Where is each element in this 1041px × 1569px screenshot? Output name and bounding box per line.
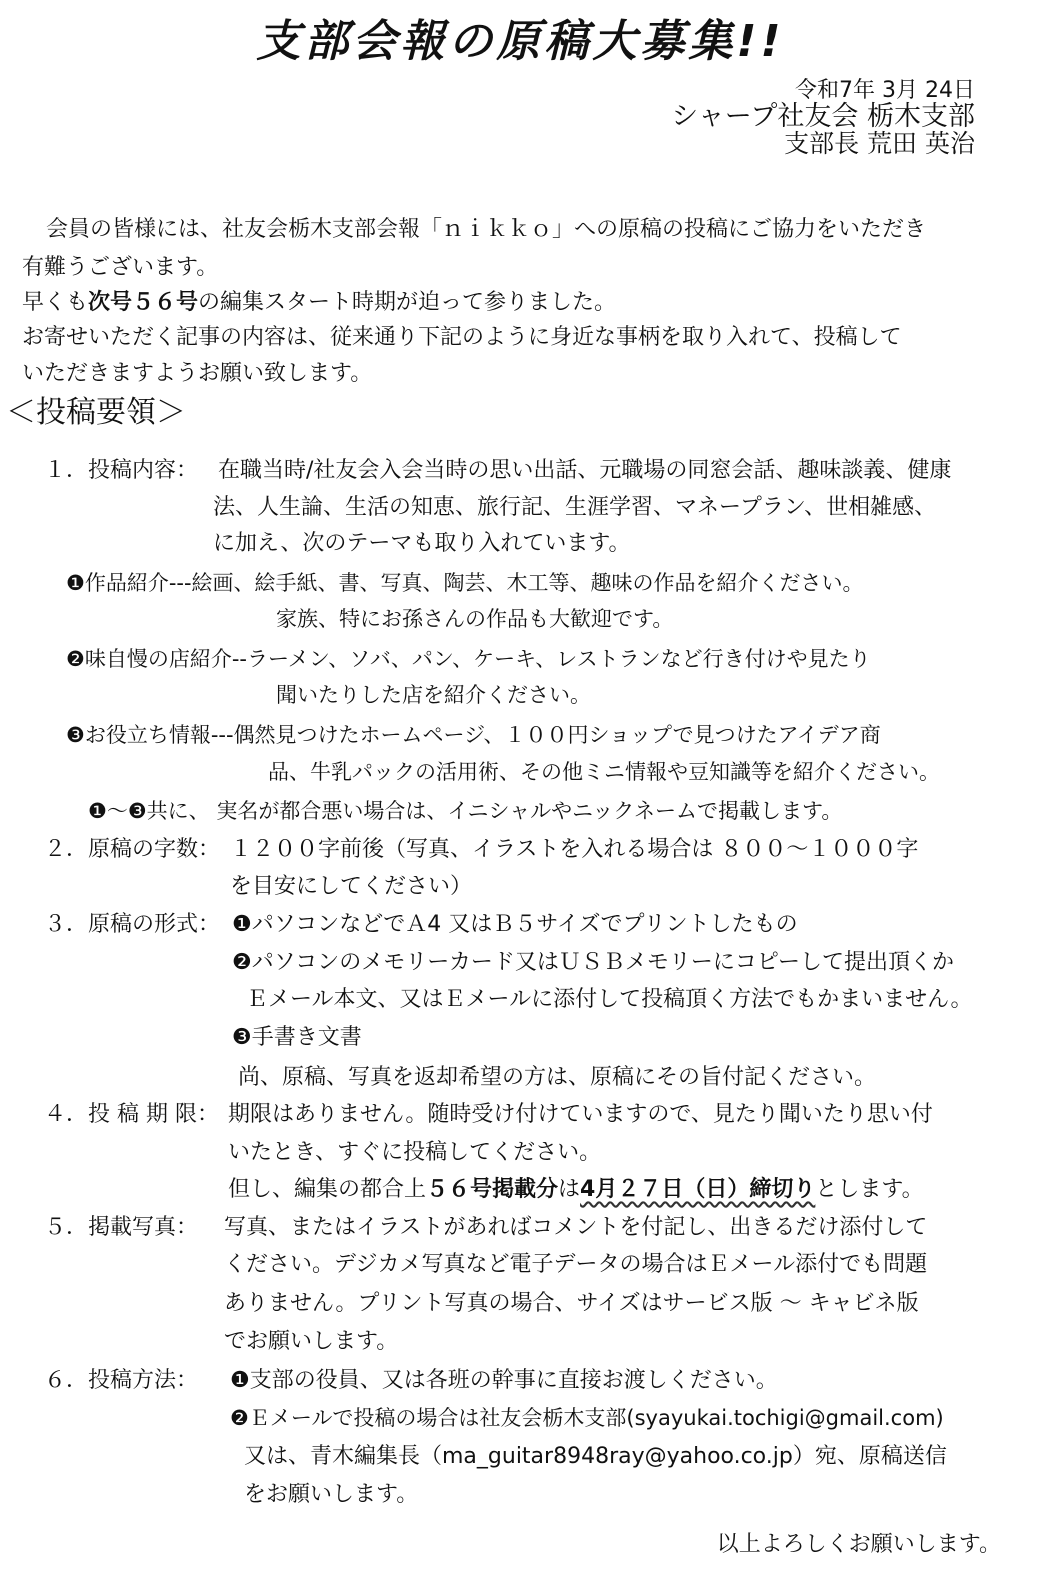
item1-line: 在職当時/社友会入会当時の思い出話、元職場の同窓会話、趣味談義、健康 [218,458,952,483]
intro-line-2: 有難うございます。 [22,255,219,280]
deadline-issue: ５６号掲載分 [426,1177,559,1202]
item5-line: でお願いします。 [224,1329,399,1354]
theme-3-cont: 品、牛乳パックの活用術、その他ミニ情報や豆知識等を紹介ください。 [268,760,940,784]
item1-line: 法、人生論、生活の知恵、旅行記、生涯学習、マネープラン、世相雑感、 [213,495,937,520]
item4-line: 期限はありません。随時受け付けていますので、見たり聞いたり思い付 [228,1102,933,1127]
item3-line: Ｅメール本文、又はＥメールに添付して投稿頂く方法でもかまいません。 [246,987,973,1012]
themes-note: ❶～❸共に、 実名が都合悪い場合は、イニシャルやニックネームで掲載します。 [88,799,843,823]
header-date: 令和7年 3月 24日 [795,78,975,103]
intro-text: 早くも [22,290,89,315]
item3-line: ❶パソコンなどでＡ4 又はＢ５サイズでプリントしたもの [232,912,798,937]
item4-label: ４．投 稿 期 限： [44,1102,219,1127]
intro-line-5: いただきますようお願い致します。 [22,361,373,386]
section-title: ＜投稿要領＞ [6,395,186,430]
item2-line: １２００字前後（写真、イラストを入れる場合は ８００～１０００字 [230,837,919,862]
item3-line: ❸手書き文書 [232,1025,362,1050]
item2-label: ２．原稿の字数： [44,837,221,862]
item3-line: ❷パソコンのメモリーカード又はＵＳＢメモリーにコピーして提出頂くか [232,950,954,975]
deadline-text: 但し、編集の都合上 [228,1177,427,1202]
intro-line-4: お寄せいただく記事の内容は、従来通り下記のように身近な事柄を取り入れて、投稿して [22,325,902,350]
item5-line: ありません。プリント写真の場合、サイズはサービス版 ～ キャビネ版 [224,1291,919,1316]
item2-line: を目安にしてください） [230,874,473,899]
item4-deadline [228,1179,924,1201]
item5-line: ください。デジカメ写真など電子データの場合はＥメール添付でも問題 [224,1252,928,1277]
theme-1: ❶作品紹介---絵画、絵手紙、書、写真、陶芸、木工等、趣味の作品を紹介ください。 [66,571,864,595]
item3-label: ３．原稿の形式： [44,912,221,937]
next-issue-number: 次号５６号 [88,290,199,315]
item5-line: 写真、またはイラストがあればコメントを付記し、出きるだけ添付して [224,1215,928,1240]
closing-text: 以上よろしくお願いします。 [716,1532,1001,1557]
item5-label: ５．掲載写真： [44,1215,199,1240]
item6-line: をお願いします。 [244,1482,419,1507]
theme-2-cont: 聞いたりした店を紹介ください。 [276,683,591,707]
item1-line: に加え、次のテーマも取り入れています。 [213,531,631,556]
theme-1-cont: 家族、特にお孫さんの作品も大歓迎です。 [276,607,674,631]
header-organization: シャープ社友会 栃木支部 [671,101,975,132]
item6-email-line: ❷Ｅメールで投稿の場合は社友会栃木支部(syayukai.tochigi@gmail.com) [230,1406,944,1430]
intro-text: の編集スタート時期が迫って参りました。 [198,290,617,315]
item3-line: 尚、原稿、写真を返却希望の方は、原稿にその旨付記ください。 [238,1065,877,1090]
deadline-date: 4月２７日（日）締切り [580,1177,816,1202]
page-title: 支部会報の原稿大募集!! [256,16,785,67]
deadline-text: とします。 [815,1177,924,1202]
deadline-text: は [558,1177,581,1202]
item6-label: ６．投稿方法： [44,1368,199,1393]
item6-line: 又は、青木編集長（ma_guitar8948ray@yahoo.co.jp）宛、原稿送信 [244,1444,947,1469]
intro-line-1: 会員の皆様には、社友会栃木支部会報「ｎｉｋｋｏ」への原稿の投稿にご協力をいただき [46,217,927,242]
item6-line: ❶支部の役員、又は各班の幹事に直接お渡しください。 [230,1368,778,1393]
theme-3: ❸お役立ち情報---偶然見つけたホームページ、１００円ショップで見つけたアイデア商 [66,723,881,747]
item1-label: １．投稿内容： [44,458,199,483]
theme-2: ❷味自慢の店紹介--ラーメン、ソバ、パン、ケーキ、レストランなど行き付けや見たり [66,647,871,671]
item4-line: いたとき、すぐに投稿してください。 [228,1140,602,1165]
header-signer: 支部長 荒田 英治 [784,129,975,158]
intro-line-3 [22,292,616,314]
